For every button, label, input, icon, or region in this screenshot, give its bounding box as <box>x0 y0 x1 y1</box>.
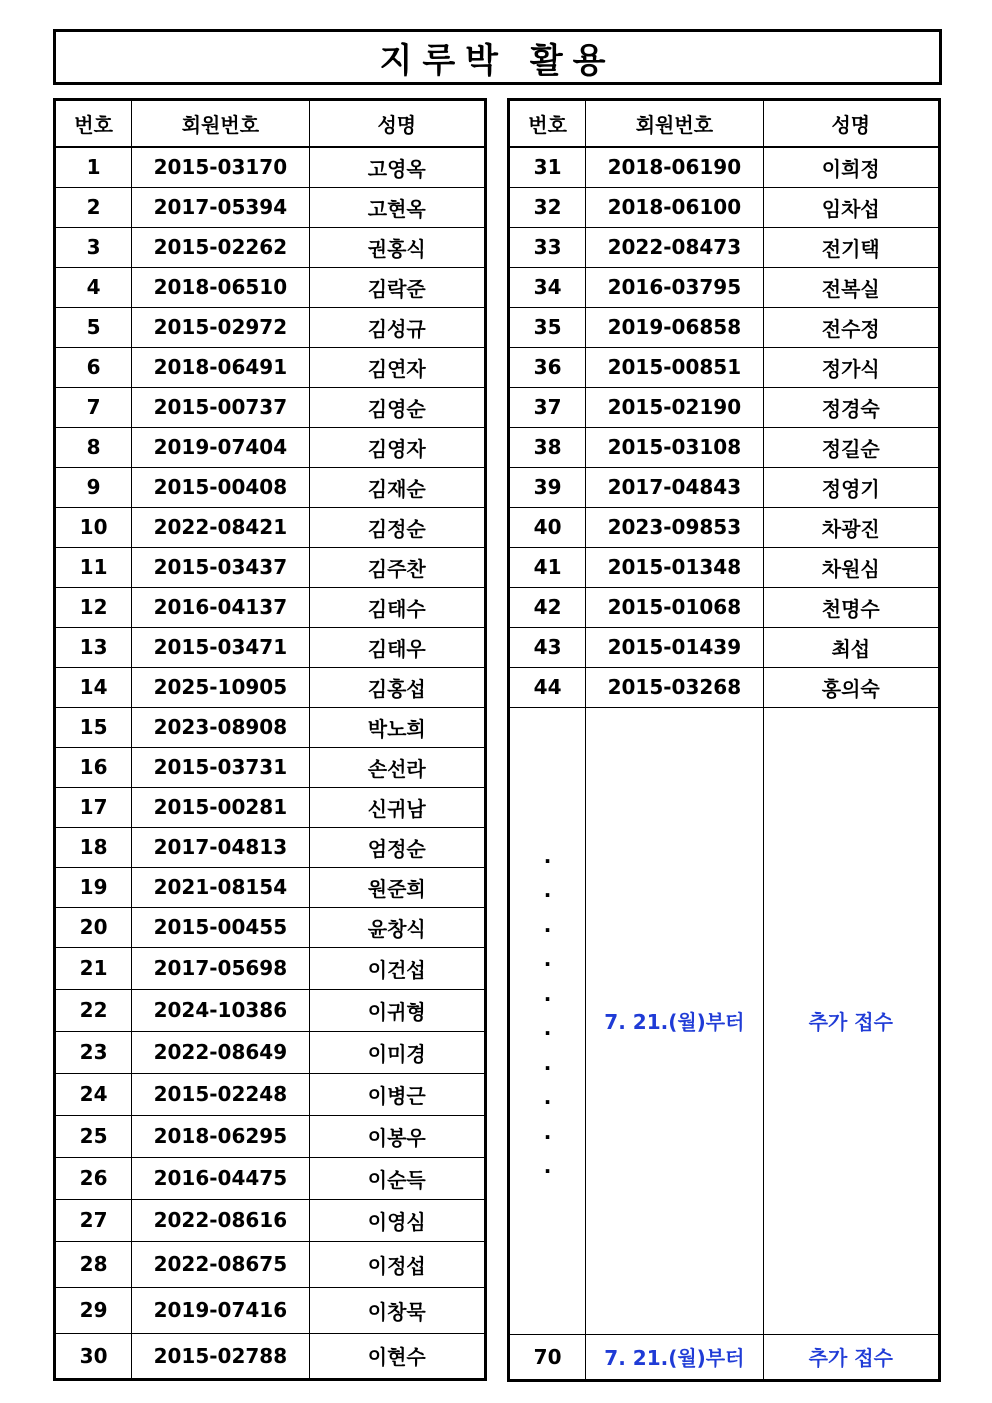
row-member-id: 2016-03795 <box>586 267 763 307</box>
row-name: 권홍식 <box>309 227 485 267</box>
row-number: 5 <box>55 307 132 347</box>
row-number: 21 <box>55 947 132 989</box>
table-row <box>55 1199 486 1241</box>
header-name: 성명 <box>309 100 485 148</box>
row-member-id: 2015-02262 <box>132 227 309 267</box>
placeholder-dots-cell <box>509 707 586 1334</box>
left-table-body <box>55 147 486 1379</box>
row-member-id: 2016-04475 <box>132 1157 309 1199</box>
row-name: 김영자 <box>309 427 485 467</box>
row-member-id: 2018-06100 <box>586 187 763 227</box>
row-number: 2 <box>55 187 132 227</box>
row-name: 정가식 <box>763 347 939 387</box>
row-name: 홍의숙 <box>763 667 939 707</box>
row-name: 김영순 <box>309 387 485 427</box>
table-row <box>55 427 486 467</box>
row-member-id: 2015-00737 <box>132 387 309 427</box>
row-member-id: 2017-04843 <box>586 467 763 507</box>
row-member-id: 2023-08908 <box>132 707 309 747</box>
row-number: 13 <box>55 627 132 667</box>
row-member-id: 2022-08616 <box>132 1199 309 1241</box>
row-member-id: 2018-06491 <box>132 347 309 387</box>
ellipsis-dot: · <box>543 1124 552 1149</box>
last-row-number: 70 <box>509 1334 586 1380</box>
row-name: 전기택 <box>763 227 939 267</box>
row-member-id: 2015-00455 <box>132 907 309 947</box>
table-row <box>509 627 940 667</box>
table-row <box>55 587 486 627</box>
table-row <box>509 507 940 547</box>
table-row <box>509 187 940 227</box>
row-member-id: 2015-00851 <box>586 347 763 387</box>
row-number: 24 <box>55 1073 132 1115</box>
right-table-footer <box>509 707 940 1380</box>
row-name: 차광진 <box>763 507 939 547</box>
row-member-id: 2015-03268 <box>586 667 763 707</box>
table-row <box>55 387 486 427</box>
table-row <box>55 747 486 787</box>
row-member-id: 2017-04813 <box>132 827 309 867</box>
row-number: 36 <box>509 347 586 387</box>
placeholder-note: 추가 접수 <box>763 707 939 1334</box>
row-name: 김태우 <box>309 627 485 667</box>
row-name: 김주찬 <box>309 547 485 587</box>
row-number: 33 <box>509 227 586 267</box>
table-row <box>55 267 486 307</box>
row-name: 천명수 <box>763 587 939 627</box>
row-name: 김성규 <box>309 307 485 347</box>
table-row <box>55 667 486 707</box>
row-number: 12 <box>55 587 132 627</box>
table-row <box>55 989 486 1031</box>
row-member-id: 2019-06858 <box>586 307 763 347</box>
header-member-id: 회원번호 <box>586 100 763 148</box>
row-member-id: 2015-00408 <box>132 467 309 507</box>
row-number: 14 <box>55 667 132 707</box>
row-number: 28 <box>55 1241 132 1287</box>
title-box <box>53 29 942 85</box>
row-name: 김태수 <box>309 587 485 627</box>
row-name: 고현옥 <box>309 187 485 227</box>
row-member-id: 2017-05698 <box>132 947 309 989</box>
table-row <box>509 587 940 627</box>
row-member-id: 2018-06510 <box>132 267 309 307</box>
row-name: 이봉우 <box>309 1115 485 1157</box>
row-number: 15 <box>55 707 132 747</box>
row-number: 32 <box>509 187 586 227</box>
row-member-id: 2015-00281 <box>132 787 309 827</box>
table-row <box>55 947 486 989</box>
row-name: 이순득 <box>309 1157 485 1199</box>
row-name: 정길순 <box>763 427 939 467</box>
member-table-left <box>53 98 487 1381</box>
row-number: 40 <box>509 507 586 547</box>
row-member-id: 2015-03731 <box>132 747 309 787</box>
row-name: 김재순 <box>309 467 485 507</box>
row-member-id: 2022-08473 <box>586 227 763 267</box>
row-name: 전수정 <box>763 307 939 347</box>
row-number: 16 <box>55 747 132 787</box>
header-member-id: 회원번호 <box>132 100 309 148</box>
row-number: 25 <box>55 1115 132 1157</box>
row-number: 43 <box>509 627 586 667</box>
header-row <box>509 100 940 148</box>
table-row <box>55 467 486 507</box>
placeholder-date: 7. 21.(월)부터 <box>586 707 763 1334</box>
row-name: 이희정 <box>763 147 939 187</box>
table-row <box>55 547 486 587</box>
row-name: 전복실 <box>763 267 939 307</box>
row-number: 30 <box>55 1333 132 1379</box>
table-row <box>509 307 940 347</box>
row-number: 22 <box>55 989 132 1031</box>
ellipsis-dot: · <box>543 1055 552 1080</box>
ellipsis-dot: · <box>543 1159 552 1183</box>
row-number: 38 <box>509 427 586 467</box>
table-row <box>55 1157 486 1199</box>
row-member-id: 2015-01068 <box>586 587 763 627</box>
ellipsis-dot: · <box>543 1021 552 1045</box>
row-number: 18 <box>55 827 132 867</box>
table-row <box>55 787 486 827</box>
row-name: 정경숙 <box>763 387 939 427</box>
row-member-id: 2016-04137 <box>132 587 309 627</box>
table-row <box>55 907 486 947</box>
row-name: 이미경 <box>309 1031 485 1073</box>
row-name: 김정순 <box>309 507 485 547</box>
row-member-id: 2015-02190 <box>586 387 763 427</box>
row-member-id: 2015-01348 <box>586 547 763 587</box>
table-row <box>55 1287 486 1333</box>
row-member-id: 2015-03437 <box>132 547 309 587</box>
last-row <box>509 1334 940 1380</box>
row-name: 김연자 <box>309 347 485 387</box>
ellipsis-dots <box>510 844 585 1189</box>
row-number: 23 <box>55 1031 132 1073</box>
row-number: 6 <box>55 347 132 387</box>
member-table-right <box>507 98 941 1382</box>
row-member-id: 2022-08421 <box>132 507 309 547</box>
row-number: 11 <box>55 547 132 587</box>
row-member-id: 2024-10386 <box>132 989 309 1031</box>
last-row-note: 추가 접수 <box>763 1334 939 1380</box>
table-row <box>509 387 940 427</box>
table-row <box>55 507 486 547</box>
row-number: 35 <box>509 307 586 347</box>
row-name: 김홍섭 <box>309 667 485 707</box>
row-member-id: 2017-05394 <box>132 187 309 227</box>
last-row-date: 7. 21.(월)부터 <box>586 1334 763 1380</box>
row-name: 원준희 <box>309 867 485 907</box>
table-row <box>55 627 486 667</box>
row-name: 이창묵 <box>309 1287 485 1333</box>
table-row <box>55 707 486 747</box>
row-member-id: 2021-08154 <box>132 867 309 907</box>
row-name: 정영기 <box>763 467 939 507</box>
header-row <box>55 100 486 148</box>
header-number: 번호 <box>55 100 132 148</box>
row-number: 27 <box>55 1199 132 1241</box>
row-number: 3 <box>55 227 132 267</box>
row-member-id: 2015-02248 <box>132 1073 309 1115</box>
table-row <box>55 1115 486 1157</box>
row-member-id: 2019-07416 <box>132 1287 309 1333</box>
row-number: 7 <box>55 387 132 427</box>
row-name: 신귀남 <box>309 787 485 827</box>
row-name: 박노희 <box>309 707 485 747</box>
table-row <box>55 147 486 187</box>
header-name: 성명 <box>763 100 939 148</box>
table-row <box>509 427 940 467</box>
row-name: 고영옥 <box>309 147 485 187</box>
table-row <box>55 1241 486 1287</box>
row-name: 이건섭 <box>309 947 485 989</box>
row-name: 임차섭 <box>763 187 939 227</box>
row-number: 9 <box>55 467 132 507</box>
table-row <box>55 187 486 227</box>
table-row <box>55 307 486 347</box>
row-number: 10 <box>55 507 132 547</box>
row-number: 8 <box>55 427 132 467</box>
row-number: 31 <box>509 147 586 187</box>
table-row <box>55 347 486 387</box>
row-member-id: 2022-08675 <box>132 1241 309 1287</box>
row-number: 1 <box>55 147 132 187</box>
table-row <box>55 1333 486 1379</box>
row-number: 39 <box>509 467 586 507</box>
row-member-id: 2019-07404 <box>132 427 309 467</box>
placeholder-row <box>509 707 940 1334</box>
row-number: 29 <box>55 1287 132 1333</box>
right-table-body <box>509 147 940 707</box>
row-name: 이귀형 <box>309 989 485 1031</box>
row-number: 41 <box>509 547 586 587</box>
row-member-id: 2022-08649 <box>132 1031 309 1073</box>
table-row <box>509 227 940 267</box>
row-name: 최섭 <box>763 627 939 667</box>
ellipsis-dot: · <box>543 917 552 942</box>
row-member-id: 2015-03108 <box>586 427 763 467</box>
table-row <box>509 267 940 307</box>
page-title: 지루박 활용 <box>379 40 616 81</box>
row-number: 17 <box>55 787 132 827</box>
table-row <box>55 1031 486 1073</box>
row-name: 손선라 <box>309 747 485 787</box>
row-member-id: 2018-06295 <box>132 1115 309 1157</box>
row-number: 42 <box>509 587 586 627</box>
table-row <box>55 1073 486 1115</box>
ellipsis-dot: · <box>543 848 552 873</box>
ellipsis-dot: · <box>543 1090 552 1114</box>
row-name: 이현수 <box>309 1333 485 1379</box>
row-member-id: 2015-03170 <box>132 147 309 187</box>
row-member-id: 2015-02972 <box>132 307 309 347</box>
table-row <box>55 827 486 867</box>
row-number: 4 <box>55 267 132 307</box>
row-member-id: 2015-01439 <box>586 627 763 667</box>
table-row <box>55 867 486 907</box>
table-row <box>509 347 940 387</box>
table-row <box>509 667 940 707</box>
row-number: 19 <box>55 867 132 907</box>
row-number: 26 <box>55 1157 132 1199</box>
table-row <box>509 547 940 587</box>
row-number: 37 <box>509 387 586 427</box>
ellipsis-dot: · <box>543 952 552 976</box>
table-row <box>55 227 486 267</box>
row-number: 20 <box>55 907 132 947</box>
row-name: 이영심 <box>309 1199 485 1241</box>
row-name: 김락준 <box>309 267 485 307</box>
row-member-id: 2023-09853 <box>586 507 763 547</box>
row-number: 44 <box>509 667 586 707</box>
row-member-id: 2018-06190 <box>586 147 763 187</box>
ellipsis-dot: · <box>543 986 552 1011</box>
table-row <box>509 467 940 507</box>
row-member-id: 2015-02788 <box>132 1333 309 1379</box>
row-name: 이정섭 <box>309 1241 485 1287</box>
row-name: 윤창식 <box>309 907 485 947</box>
row-member-id: 2015-03471 <box>132 627 309 667</box>
table-row <box>509 147 940 187</box>
ellipsis-dot: · <box>543 883 552 907</box>
row-member-id: 2025-10905 <box>132 667 309 707</box>
row-name: 차원심 <box>763 547 939 587</box>
header-number: 번호 <box>509 100 586 148</box>
row-name: 이병근 <box>309 1073 485 1115</box>
row-number: 34 <box>509 267 586 307</box>
row-name: 엄정순 <box>309 827 485 867</box>
